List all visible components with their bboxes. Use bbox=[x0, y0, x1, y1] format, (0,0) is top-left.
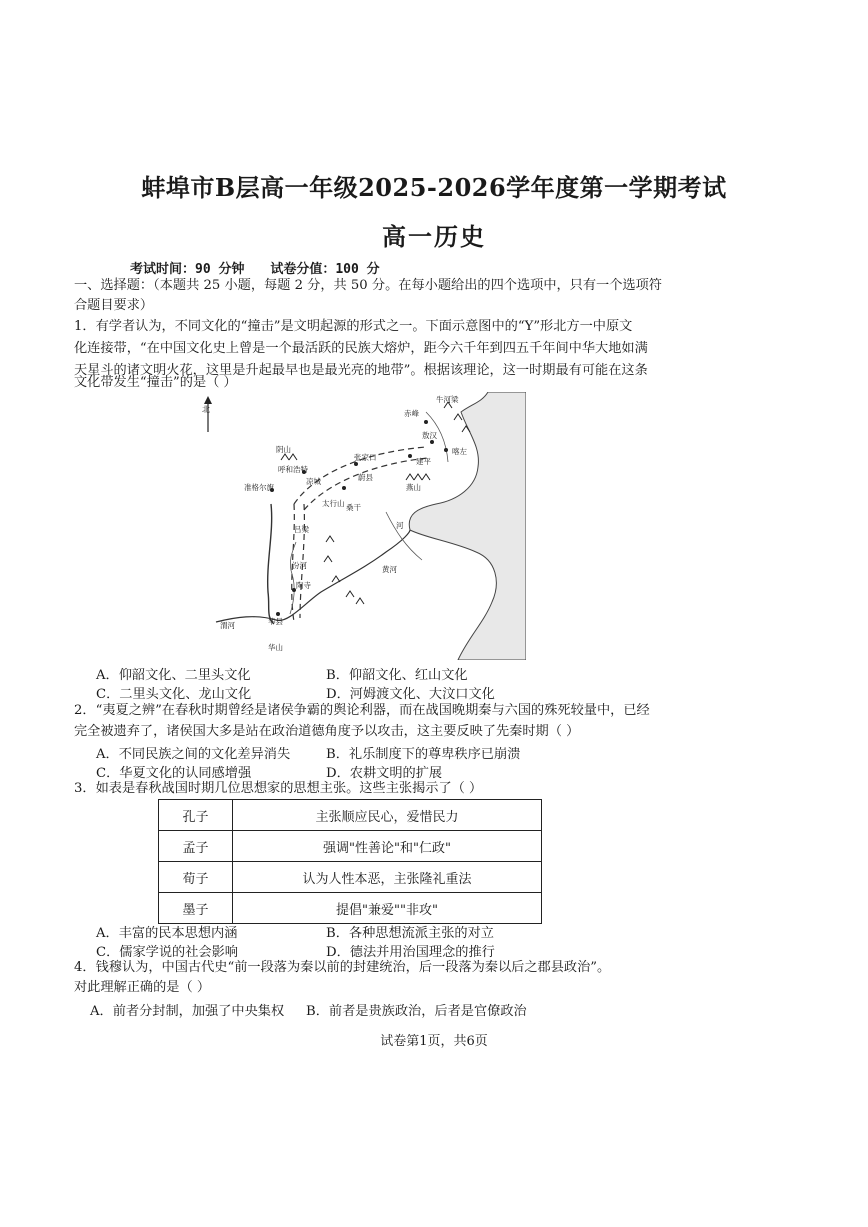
map-label-hushi: 呼和浩特 bbox=[278, 465, 308, 474]
thinker-idea: 主张顺应民心，爱惜民力 bbox=[233, 800, 542, 831]
q1-stem-line-2: 化连接带，“在中国文化史上曾是一个最活跃的民族大熔炉，距今六千年到四五千年间中华大地如满 bbox=[74, 341, 648, 356]
q1-stem-line-3: 天星斗的诸文明火花，这里是升起最早也是最光亮的地带”。根据该理论，这一时期最有可能在这条 bbox=[74, 363, 648, 378]
thinker-name: 墨子 bbox=[159, 893, 233, 924]
map-label-jianping: 建平 bbox=[416, 457, 431, 466]
q1-option-c[interactable]: C．二里头文化、龙山文化 bbox=[96, 687, 252, 702]
thinker-idea: 认为人性本恶，主张隆礼重法 bbox=[233, 862, 542, 893]
map-label-luliang: 吕梁 bbox=[294, 525, 309, 534]
map-label-aohan: 敖汉 bbox=[422, 431, 437, 440]
thinkers-table bbox=[158, 799, 542, 924]
thinker-name: 荀子 bbox=[159, 862, 233, 893]
map-label-yuxian: 桑干 bbox=[346, 503, 361, 512]
q4-stem-line-2: 对此理解正确的是（ ） bbox=[74, 980, 211, 995]
map-label-taihang: 太行山 bbox=[322, 499, 345, 508]
q2-option-d[interactable]: D．农耕文明的扩展 bbox=[326, 766, 443, 781]
exam-score: 试卷分值：100 分 bbox=[270, 262, 380, 277]
q2-option-b[interactable]: B．礼乐制度下的尊卑秩序已崩溃 bbox=[326, 747, 521, 762]
exam-title: 蚌埠市B层高一年级2025-2026学年度第一学期考试 bbox=[141, 173, 727, 202]
q1-option-b[interactable]: B．仰韶文化、红山文化 bbox=[326, 668, 468, 683]
table-row bbox=[159, 831, 542, 862]
map-label-he: 河 bbox=[396, 521, 404, 530]
q2-option-a[interactable]: A．不同民族之间的文化差异消失 bbox=[96, 747, 291, 762]
map-label-zhunger: 准格尔旗 bbox=[244, 483, 274, 492]
north-arrow-icon bbox=[202, 396, 212, 432]
q2-option-c[interactable]: C．华夏文化的认同感增强 bbox=[96, 766, 252, 781]
q1-stem-line-1: 1．有学者认为，不同文化的“撞击”是文明起源的形式之一。下面示意图中的“Y”形北方一中原文 bbox=[74, 319, 633, 334]
map-label-chifeng: 赤峰 bbox=[404, 409, 419, 418]
q3-option-d[interactable]: D．德法并用治国理念的推行 bbox=[326, 945, 495, 960]
map-label-huashan: 华山 bbox=[268, 643, 283, 652]
q4-option-b[interactable]: B．前者是贵族政治，后者是官僚政治 bbox=[306, 1004, 527, 1019]
map-label-fenhe: 汾河 bbox=[292, 561, 307, 570]
q3-option-c[interactable]: C．儒家学说的社会影响 bbox=[96, 945, 238, 960]
map-label-huanghe: 黄河 bbox=[382, 565, 397, 574]
map-label-liangcheng: 凉城 bbox=[306, 477, 321, 486]
q4-option-a[interactable]: A．前者分封制，加强了中央集权 bbox=[90, 1004, 285, 1019]
q1-option-d[interactable]: D．河姆渡文化、大汶口文化 bbox=[326, 687, 495, 702]
map-label-kazuo: 喀左 bbox=[452, 447, 467, 456]
map-label-taocheng: 陶寺 bbox=[296, 581, 311, 590]
table-row bbox=[159, 800, 542, 831]
q2-stem-line-2: 完全被遗弃了，诸侯国大多是站在政治道德角度予以攻击，这主要反映了先秦时期（ ） bbox=[74, 724, 580, 739]
north-label: 北 bbox=[202, 405, 210, 414]
q1-stem-line-4: 文化带发生“撞击”的是（ ） bbox=[74, 375, 237, 390]
q3-stem: 3．如表是春秋战国时期几位思想家的思想主张。这些主张揭示了（ ） bbox=[74, 781, 483, 796]
map-label-niuheliang: 牛河梁 bbox=[436, 395, 459, 404]
q3-option-a[interactable]: A．丰富的民本思想内涵 bbox=[96, 926, 238, 941]
section-header-line-1: 一、选择题：（本题共 25 小题，每题 2 分，共 50 分。在每小题给出的四个选项中，只有一个选项符 bbox=[74, 278, 662, 293]
culture-belt-map bbox=[196, 392, 526, 660]
exam-time: 考试时间：90 分钟 bbox=[130, 262, 245, 277]
q1-option-a[interactable]: A．仰韶文化、二里头文化 bbox=[96, 668, 251, 683]
map-label-zhangjiakou: 张家口 bbox=[354, 453, 377, 462]
map-label-huaxian: 华县 bbox=[268, 617, 283, 626]
q3-option-b[interactable]: B．各种思想流派主张的对立 bbox=[326, 926, 494, 941]
map-label-yanshan: 燕山 bbox=[406, 483, 421, 492]
thinker-name: 孟子 bbox=[159, 831, 233, 862]
exam-subject: 高一历史 bbox=[382, 222, 486, 251]
thinker-idea: 强调"性善论"和"仁政" bbox=[233, 831, 542, 862]
page-footer: 试卷第1页，共6页 bbox=[380, 1034, 488, 1049]
thinker-name: 孔子 bbox=[159, 800, 233, 831]
section-header-line-2: 合题目要求） bbox=[74, 298, 154, 313]
map-label-weixian: 蔚县 bbox=[358, 473, 373, 482]
table-row bbox=[159, 893, 542, 924]
map-label-wei: 渭河 bbox=[220, 621, 235, 630]
table-row bbox=[159, 862, 542, 893]
thinker-idea: 提倡"兼爱""非攻" bbox=[233, 893, 542, 924]
q2-stem-line-1: 2．“夷夏之辨”在春秋时期曾经是诸侯争霸的舆论利器，而在战国晚期秦与六国的殊死较量中，已经 bbox=[74, 703, 650, 718]
map-label-yinshan: 阴山 bbox=[276, 445, 291, 454]
q4-stem-line-1: 4．钱穆认为，中国古代史“前一段落为秦以前的封建统治，后一段落为秦以后之郡县政治”。 bbox=[74, 960, 611, 975]
